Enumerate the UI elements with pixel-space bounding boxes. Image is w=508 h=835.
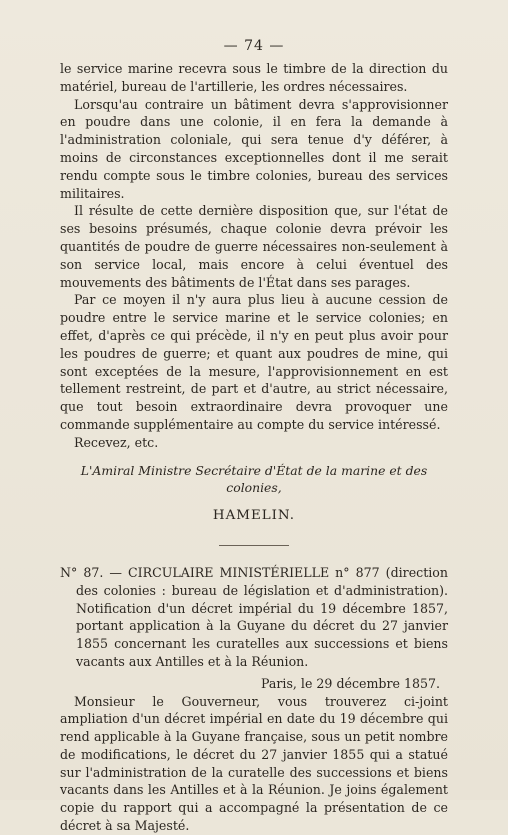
page-number: — 74 — bbox=[223, 38, 285, 54]
circular-heading: N° 87. — CIRCULAIRE MINISTÉRIELLE n° 877 (direction des colonies : bureau de législation et d'administration). Notification d'un décret impérial du 19 décembre 1857, portant application à la Guyane du décret du 27 janvier 1855 concernant les curatelles aux successions et biens vacants aux Antilles et à la Réunion. bbox=[60, 564, 448, 669]
paragraph-1: le service marine recevra sous le timbre de la direction du matériel, bureau de l'artillerie, les ordres nécessaires. bbox=[60, 61, 448, 94]
paragraph-3: Il résulte de cette dernière disposition que, sur l'état de ses besoins présumés, chaque colonie devra prévoir les quantités de poudre de guerre nécessaires non-seulement à son service local, mais encore à celui éventuel des mouvements des bâtiments de l'État dans ses parages. bbox=[60, 203, 448, 290]
section-divider bbox=[219, 545, 289, 546]
paragraph-2: Lorsqu'au contraire un bâtiment devra s'approvisionner en poudre dans une colonie, il en fera la demande à l'administration coloniale, qui sera tenue d'y déférer, à moins de circonstances exceptionnelles dont il me serait rendu compte sous le timbre colonies, bureau des services militaires. bbox=[60, 96, 448, 201]
signer-name: HAMELIN. bbox=[212, 508, 296, 524]
paragraph-4: Par ce moyen il n'y aura plus lieu à aucune cession de poudre entre le service marine et le service colonies; en effet, d'après ce qui précède, il n'y en peut plus avoir pour les poudres de guerre; et quant aux poudres de mine, qui sont exceptées de la mesure, l'approvisionnement en est tellement restreint, de part et d'autre, au strict nécessaire, que tout besoin extraordinaire devra provoquer une commande supplémentaire au compte du service intéressé. bbox=[60, 292, 448, 432]
closing-formula: Recevez, etc. bbox=[74, 434, 159, 450]
circular-body: Monsieur le Gouverneur, vous trouverez ci-joint ampliation d'un décret impérial en date du 19 décembre qui rend applicable à la Guyane française, sous un petit nombre de modifications, le décret du 27 janvier 1855 qui a statué sur l'administration de la curatelle des successions et biens vacants dans les Antilles et à la Réunion. Je joins également copie du rapport qui a accompagné la présentation de ce décret à sa Majesté. bbox=[60, 693, 448, 834]
page-text bbox=[60, 60, 448, 835]
signature-line: L'Amiral Ministre Secrétaire d'État de la marine et des colonies, bbox=[80, 462, 428, 496]
circular-date: Paris, le 29 décembre 1857. bbox=[261, 675, 440, 691]
